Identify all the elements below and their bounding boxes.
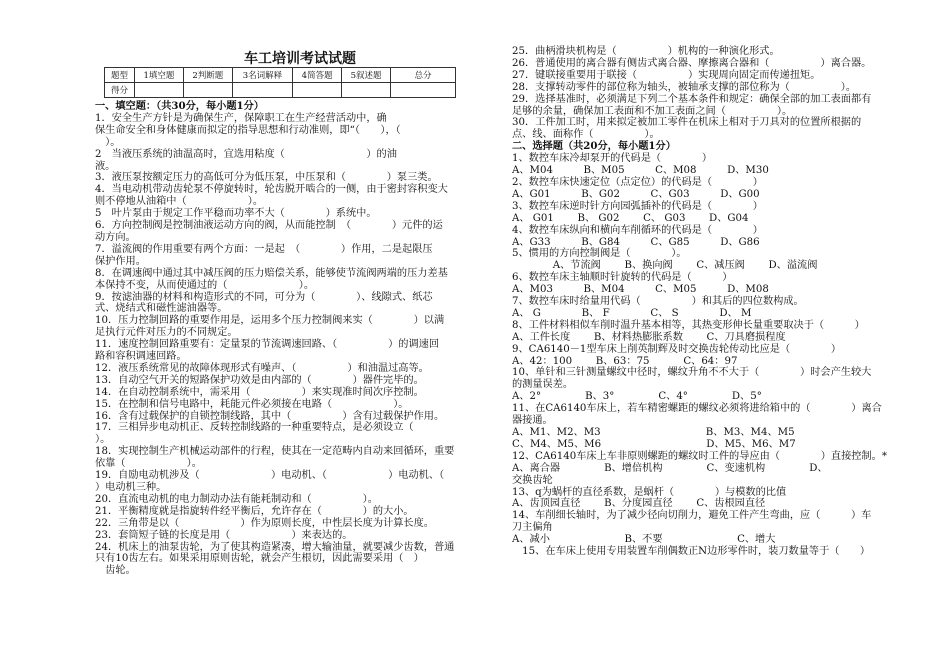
question-line: 齿轮。 [95, 565, 136, 577]
question-line: 15、在车床上使用专用装置车削偶数正N边形零件时，装刀数量等于（ ） [512, 546, 871, 558]
question-line: 液。 [95, 160, 116, 172]
section-fill-blank-heading: 一、填空题：（共30分，每小题1分） [95, 100, 264, 112]
question-line: 1．安全生产方针是为确保生产，保障职工在生产经营活动中，确 [95, 112, 387, 124]
question-line: 只有10齿左右。如果采用原则齿轮，就会产生根切，因此需要采用（ ） [95, 553, 424, 565]
section-choice-heading: 二、选择题（共20分，每小题1分） [512, 140, 676, 153]
question-line: 10、单针和三针测量螺纹中径时，螺纹升角不不大于（ ）时会产生较大 [512, 367, 872, 379]
question-line: A、 G B、 F C、 S D、 M [512, 307, 752, 319]
question-line: 12．液压系统常见的故障体现形式有噪声、（ ）和油温过高等。 [95, 362, 429, 374]
right-column [512, 46, 922, 558]
question-line: A、G01 B、G02 C、G03 D、G00 [512, 188, 760, 200]
score-cell [183, 83, 232, 98]
question-line: 23．套筒短子链的长度是用（ ）来表达的。 [95, 529, 353, 541]
question-line: 3、数控车床逆时针方向园弧插补的代码是（ ） [512, 200, 763, 212]
question-line: A、齿顶园直径 B、分度园直径 C、齿根园直径 [512, 498, 766, 510]
score-cell [342, 83, 391, 98]
score-table-header-row [105, 68, 456, 83]
question-line: 保护作用。 [95, 255, 146, 267]
question-line: 本保持不变，从而使通过的（ ）。 [95, 279, 315, 291]
question-line: 11．速度控制回路重要有：定量泵的节流调速回路、（ ）的调速回 [95, 339, 440, 351]
score-cell [232, 83, 292, 98]
question-line: 交换齿轮 [512, 474, 553, 486]
question-line: 14．在自动控制系统中，需采用（ ）来实现准时间次序控制。 [95, 386, 424, 398]
question-line: 15．在控制和信号电路中，耗能元件必须接在电路（ ）。 [95, 398, 409, 410]
question-line: 8、工件材料相似车削时温升基本相等，其热变形伸长量重要取决于（ ） [512, 319, 865, 331]
question-line: 依靠（ ）。 [95, 458, 202, 470]
question-line: 17．三相异步电动机正、反转控制线路的一种重要特点，是必须设立（ [95, 422, 414, 434]
question-line: A、减小 B、不要 C、增大 [512, 534, 776, 546]
question-line: 7．溢流阀的作用重要有两个方面：一是起 （ ）作用，二是起限压 [95, 243, 433, 255]
score-cell: 得分 [105, 83, 135, 98]
question-line: 19．自励电动机涉及（ ）电动机、（ ）电动机、（ [95, 470, 445, 482]
question-line: 2 当液压系统的油温高时，宜选用粘度（ ）的油 [95, 148, 397, 160]
question-line: C、M4、M5、M6 D、M5、M6、M7 [512, 438, 796, 450]
question-line: 26．普通使用的离合器有侧齿式离合器、摩擦离合器和（ ）离合器。 [512, 57, 872, 69]
question-line: 21．平衡精度就是指旋转件经平衡后，允许存在（ ）的大小。 [95, 505, 414, 517]
question-line: A、2° B、3° C、4° D、5° [512, 391, 762, 403]
score-cell [134, 83, 183, 98]
score-cell: 题型 [105, 68, 135, 83]
question-line: 足够的余量，确保加工表面和不加工表面之间（ ）。 [512, 105, 793, 117]
question-line: A、M03 B、M04 C、M05 D、M08 [512, 284, 769, 296]
question-line: A、G33 B、G84 C、G85 D、G86 [512, 236, 760, 248]
question-line: 30．工件加工时，用来拟定被加工零件在机床上相对于刀具对的位置所根据的 [512, 117, 862, 129]
score-table-score-row [105, 83, 456, 98]
question-line: 2、数控车床快速定位（点定位）的代码是（ ） [512, 176, 763, 188]
question-line: 6．方向控制阀是控制油液运动方向的阀，从而能控制 （ ）元件的运 [95, 220, 443, 232]
fill-blank-questions [95, 113, 505, 577]
question-line: 3．液压泵按额定压力的高低可分为低压泵，中压泵和（ ）泵三类。 [95, 172, 438, 184]
question-line: 9、CA6140－1型车床上削英制辉及时交换齿轮传动比应是（ ） [512, 343, 842, 355]
fill-blank-questions-continued [512, 46, 922, 141]
question-line: 的测量误差。 [512, 379, 574, 391]
question-line: 动方向。 [95, 231, 136, 243]
question-line: 7、数控车床时给量用代码（ ）和其后的四位数构成。 [512, 296, 804, 308]
score-cell [293, 83, 342, 98]
question-line: 路和容积调速回路。 [95, 351, 187, 363]
question-line: 29．选择基准时，必须满足下列二个基本条件和规定：确保全部的加工表面都有 [512, 93, 872, 105]
left-column [95, 101, 505, 577]
score-cell: 1填空题 [134, 68, 183, 83]
question-line: 保生命安全和身体健康而拟定的指导思想和行动准则，即“（ ），（ [95, 124, 401, 136]
question-line: 5、惯用的方向控制阀是（ ）。 [512, 248, 687, 260]
question-line: 18．实现控制生产机械运动部件的行程，使其在一定范畴内自动来回循环，重要 [95, 446, 455, 458]
choice-questions [512, 153, 922, 558]
question-line: 16．含有过载保护的自锁控制线路，其中（ ）含有过载保护作用。 [95, 410, 445, 422]
question-line: 28．支撑转动零件的部位称为轴头，被轴承支撑的部位称为（ ）。 [512, 81, 857, 93]
question-line: 1、数控车床冷却泵开的代码是（ ） [512, 153, 713, 165]
question-line: 20．直流电动机的电力制动办法有能耗制动和（ ）。 [95, 493, 378, 505]
question-line: 10．压力控制回路的重要作用是，运用多个压力控制阀来实（ ）以满 [95, 315, 445, 327]
question-line: 4．当电动机带动齿轮泵不停旋转时，轮齿脱开啮合的一侧，由于密封容积变大 [95, 184, 448, 196]
question-line: A、M1、M2、M3 B、M3、M4、M5 [512, 427, 795, 438]
question-line: A、 G01 B、 G02 C、 G03 D、G04 [512, 212, 749, 224]
score-cell: 2判断题 [183, 68, 232, 83]
question-line: 6、数控车床主轴顺时针旋转的代码是（ ） [512, 272, 733, 284]
question-line: 11、在CA6140车床上，若车精密螺距的螺纹必须将进给箱中的（ ）离合 [512, 403, 882, 415]
question-line: 25．曲柄滑块机构是（ ）机构的一种演化形式。 [512, 46, 780, 57]
score-cell: 5叙述题 [342, 68, 391, 83]
score-cell: 3名词解释 [232, 68, 292, 83]
question-line: 4、数控车床纵向和横向车削循环的代码是（ ） [512, 224, 763, 236]
question-line: A、节流阀 B、换向阀 C、减压阀 D、溢流阀 [512, 260, 818, 272]
question-line: 式、烧结式和磁性滤油器等。 [95, 303, 228, 315]
question-line: 则不停地从油箱中（ ）。 [95, 196, 264, 208]
question-line: 13．自动空气开关的短路保护功效是由内部的（ ）器件完毕的。 [95, 374, 424, 386]
question-line: 5 叶片泵由于规定工作平稳而功率不大（ ）系统中。 [95, 208, 377, 220]
score-table [104, 67, 456, 98]
question-line: A、离合器 B、增倍机构 C、变速机构 D、 [512, 462, 828, 474]
question-line: 22．三角带是以（ ）作为原则长度，中性层长度为计算长度。 [95, 517, 434, 529]
question-line: 点、线、面称作（ ）。 [512, 129, 660, 141]
score-cell: 总分 [391, 68, 456, 83]
question-line: 8．在调速阀中通过其中减压阀的压力赔偿关系，能够使节流阀两端的压力差基 [95, 267, 448, 279]
score-cell [391, 83, 456, 98]
question-line: ）电动机三种。 [95, 482, 167, 493]
question-line: A、M04 B、M05 C、M08 D、M30 [512, 165, 769, 177]
question-line: 器接通。 [512, 415, 553, 427]
question-line: 9．按滤油器的材料和构造形式的不同，可分为（ ）、线隙式、纸芯 [95, 291, 433, 303]
question-line: A、工件长度 B、材料热膨胀系数 C、刀具磨损程度 [512, 331, 786, 343]
score-cell: 4简答题 [293, 68, 342, 83]
question-line: 13、q为蜗杆的直径系数，是蜗杆（ ）与模数的比值 [512, 486, 787, 498]
question-line: 27．键联接重要用于联接（ ）实现周向固定而传递扭矩。 [512, 69, 821, 81]
question-line: 足执行元件对压力的不同规定。 [95, 327, 238, 339]
question-line: 24．机床上的油泵齿轮，为了使其构造紧凑，增大输油量，就要减少齿数，普通 [95, 541, 455, 553]
question-line: A、42：100 B、63：75 C、64：97 [512, 355, 738, 367]
question-line: 刀主偏角 [512, 522, 553, 534]
question-line: 12、CA6140车床上车非原则螺距的螺纹时工件的导应由（ ）直接控制。* [512, 450, 887, 462]
question-line: ）。 [95, 434, 111, 446]
question-line: ）。 [95, 136, 121, 148]
question-line: 14、车削细长轴时，为了减少径向切削力，避免工件产生弯曲，应（ ）车 [512, 510, 872, 522]
exam-title: 车工培训考试试题 [244, 51, 356, 67]
